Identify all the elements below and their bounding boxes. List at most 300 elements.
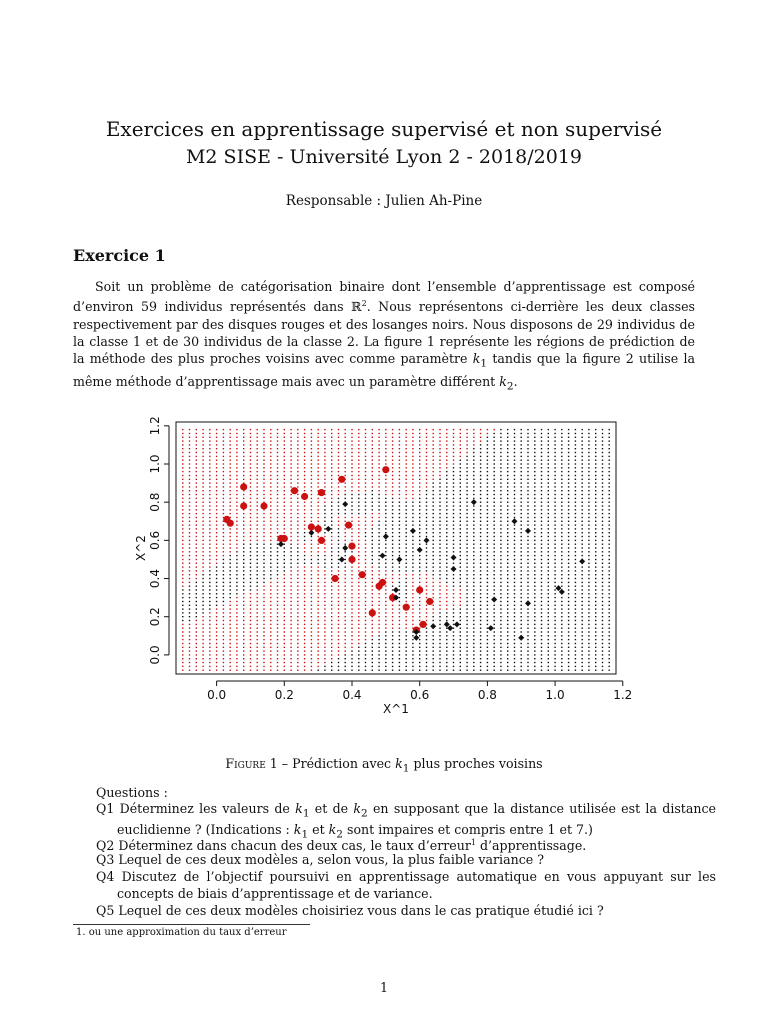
grid-point bbox=[223, 429, 224, 430]
grid-point bbox=[297, 536, 298, 537]
grid-point bbox=[609, 456, 610, 457]
grid-point bbox=[182, 628, 183, 629]
grid-point bbox=[466, 631, 467, 632]
grid-point bbox=[385, 563, 386, 564]
grid-point bbox=[602, 551, 603, 552]
grid-point bbox=[358, 654, 359, 655]
grid-point bbox=[460, 635, 461, 636]
grid-point bbox=[372, 532, 373, 533]
grid-point bbox=[439, 460, 440, 461]
grid-point bbox=[277, 463, 278, 464]
grid-point bbox=[311, 559, 312, 560]
q4-number: Q4 bbox=[96, 869, 115, 884]
grid-point bbox=[426, 631, 427, 632]
grid-point bbox=[609, 452, 610, 453]
y-tick-label: 1.2 bbox=[148, 416, 162, 436]
grid-point bbox=[284, 597, 285, 598]
responsable-line: Responsable : Julien Ah-Pine bbox=[285, 193, 483, 209]
grid-point bbox=[534, 536, 535, 537]
grid-point bbox=[216, 532, 217, 533]
grid-point bbox=[392, 509, 393, 510]
grid-point bbox=[406, 494, 407, 495]
grid-point bbox=[209, 593, 210, 594]
grid-point bbox=[270, 528, 271, 529]
grid-point bbox=[345, 563, 346, 564]
grid-point bbox=[385, 566, 386, 567]
grid-point bbox=[263, 639, 264, 640]
grid-point bbox=[521, 460, 522, 461]
grid-point bbox=[426, 498, 427, 499]
grid-point bbox=[372, 544, 373, 545]
grid-point bbox=[290, 616, 291, 617]
grid-point bbox=[290, 502, 291, 503]
grid-point bbox=[202, 471, 203, 472]
grid-point bbox=[541, 528, 542, 529]
grid-point bbox=[554, 589, 555, 590]
grid-point bbox=[500, 605, 501, 606]
class1-point bbox=[426, 598, 433, 605]
grid-point bbox=[595, 509, 596, 510]
grid-point bbox=[487, 498, 488, 499]
grid-point bbox=[331, 486, 332, 487]
grid-point bbox=[290, 578, 291, 579]
grid-point bbox=[487, 624, 488, 625]
grid-point bbox=[548, 559, 549, 560]
grid-point bbox=[351, 479, 352, 480]
grid-point bbox=[507, 601, 508, 602]
grid-point bbox=[473, 586, 474, 587]
grid-point bbox=[507, 574, 508, 575]
grid-point bbox=[412, 536, 413, 537]
grid-point bbox=[318, 509, 319, 510]
grid-point bbox=[534, 547, 535, 548]
k1-symbol: k bbox=[472, 351, 481, 366]
grid-point bbox=[548, 524, 549, 525]
grid-point bbox=[399, 563, 400, 564]
grid-point bbox=[453, 528, 454, 529]
grid-point bbox=[182, 448, 183, 449]
class1-point bbox=[291, 487, 298, 494]
grid-point bbox=[595, 475, 596, 476]
grid-point bbox=[378, 631, 379, 632]
grid-point bbox=[399, 532, 400, 533]
grid-point bbox=[433, 532, 434, 533]
grid-point bbox=[527, 456, 528, 457]
grid-point bbox=[487, 440, 488, 441]
grid-point bbox=[345, 570, 346, 571]
grid-point bbox=[514, 524, 515, 525]
grid-point bbox=[460, 521, 461, 522]
grid-point bbox=[494, 437, 495, 438]
grid-point bbox=[270, 505, 271, 506]
grid-point bbox=[189, 502, 190, 503]
grid-point bbox=[419, 536, 420, 537]
grid-point bbox=[406, 670, 407, 671]
grid-point bbox=[406, 482, 407, 483]
grid-point bbox=[439, 498, 440, 499]
grid-point bbox=[365, 494, 366, 495]
grid-point bbox=[473, 467, 474, 468]
grid-point bbox=[189, 643, 190, 644]
para-text-4: . bbox=[513, 373, 518, 389]
grid-point bbox=[223, 605, 224, 606]
grid-point bbox=[507, 589, 508, 590]
grid-point bbox=[514, 471, 515, 472]
grid-point bbox=[297, 448, 298, 449]
document-title: Exercices en apprentissage supervisé et non supervisé bbox=[105, 117, 663, 141]
grid-point bbox=[257, 658, 258, 659]
grid-point bbox=[324, 551, 325, 552]
grid-point bbox=[236, 528, 237, 529]
grid-point bbox=[385, 444, 386, 445]
grid-point bbox=[534, 517, 535, 518]
grid-point bbox=[182, 666, 183, 667]
grid-point bbox=[568, 555, 569, 556]
grid-point bbox=[541, 593, 542, 594]
grid-point bbox=[527, 540, 528, 541]
grid-point bbox=[487, 662, 488, 663]
grid-point bbox=[297, 670, 298, 671]
grid-point bbox=[534, 524, 535, 525]
grid-point bbox=[257, 524, 258, 525]
grid-point bbox=[453, 597, 454, 598]
grid-point bbox=[236, 639, 237, 640]
grid-point bbox=[439, 620, 440, 621]
grid-point bbox=[548, 460, 549, 461]
grid-point bbox=[331, 460, 332, 461]
grid-point bbox=[419, 635, 420, 636]
grid-point bbox=[297, 666, 298, 667]
grid-point bbox=[595, 620, 596, 621]
grid-point bbox=[202, 482, 203, 483]
grid-point bbox=[399, 608, 400, 609]
grid-point bbox=[568, 471, 569, 472]
grid-point bbox=[358, 578, 359, 579]
grid-point bbox=[588, 666, 589, 667]
grid-point bbox=[521, 593, 522, 594]
grid-point bbox=[419, 570, 420, 571]
grid-point bbox=[257, 490, 258, 491]
grid-point bbox=[446, 463, 447, 464]
grid-point bbox=[338, 440, 339, 441]
grid-point bbox=[514, 513, 515, 514]
grid-point bbox=[453, 479, 454, 480]
grid-point bbox=[473, 593, 474, 594]
grid-point bbox=[534, 601, 535, 602]
grid-point bbox=[182, 475, 183, 476]
grid-point bbox=[311, 433, 312, 434]
grid-point bbox=[290, 433, 291, 434]
grid-point bbox=[466, 628, 467, 629]
grid-point bbox=[257, 643, 258, 644]
grid-point bbox=[500, 460, 501, 461]
grid-point bbox=[602, 670, 603, 671]
grid-point bbox=[243, 555, 244, 556]
grid-point bbox=[202, 589, 203, 590]
grid-point bbox=[554, 631, 555, 632]
grid-point bbox=[500, 467, 501, 468]
grid-point bbox=[365, 440, 366, 441]
grid-point bbox=[270, 650, 271, 651]
grid-point bbox=[209, 654, 210, 655]
grid-point bbox=[575, 524, 576, 525]
grid-point bbox=[311, 578, 312, 579]
grid-point bbox=[311, 658, 312, 659]
grid-point bbox=[426, 513, 427, 514]
grid-point bbox=[378, 624, 379, 625]
grid-point bbox=[331, 574, 332, 575]
grid-point bbox=[419, 650, 420, 651]
grid-point bbox=[446, 544, 447, 545]
grid-point bbox=[189, 471, 190, 472]
grid-point bbox=[365, 605, 366, 606]
grid-point bbox=[358, 528, 359, 529]
grid-point bbox=[263, 566, 264, 567]
grid-point bbox=[602, 589, 603, 590]
grid-point bbox=[399, 517, 400, 518]
grid-point bbox=[466, 620, 467, 621]
grid-point bbox=[236, 521, 237, 522]
grid-point bbox=[372, 559, 373, 560]
y-tick-label: 0.2 bbox=[148, 607, 162, 627]
grid-point bbox=[460, 643, 461, 644]
grid-point bbox=[284, 498, 285, 499]
grid-point bbox=[514, 608, 515, 609]
grid-point bbox=[494, 570, 495, 571]
grid-point bbox=[514, 463, 515, 464]
grid-point bbox=[324, 555, 325, 556]
grid-point bbox=[399, 631, 400, 632]
grid-point bbox=[182, 429, 183, 430]
grid-point bbox=[460, 471, 461, 472]
grid-point bbox=[521, 597, 522, 598]
grid-point bbox=[480, 628, 481, 629]
grid-point bbox=[453, 662, 454, 663]
grid-point bbox=[189, 566, 190, 567]
grid-point bbox=[521, 551, 522, 552]
grid-point bbox=[209, 513, 210, 514]
grid-point bbox=[297, 578, 298, 579]
grid-point bbox=[297, 502, 298, 503]
class2-point bbox=[511, 518, 517, 524]
grid-point bbox=[338, 513, 339, 514]
grid-point bbox=[466, 639, 467, 640]
grid-point bbox=[439, 509, 440, 510]
grid-point bbox=[494, 440, 495, 441]
grid-point bbox=[548, 528, 549, 529]
grid-point bbox=[541, 505, 542, 506]
grid-point bbox=[554, 463, 555, 464]
grid-point bbox=[372, 555, 373, 556]
grid-point bbox=[216, 563, 217, 564]
grid-point bbox=[399, 486, 400, 487]
grid-point bbox=[453, 429, 454, 430]
grid-point bbox=[500, 563, 501, 564]
grid-point bbox=[182, 528, 183, 529]
para-text-2: . Nous représentons ci-derrière les deux classes respectivement par des disques rouges et des losanges noirs. Nous disposons de 29 individus de la classe 1 et de 30 individus de la classe 2. La figure 1 représente les régions de prédiction de la méthode des plus proches voisins avec comme paramètre bbox=[73, 299, 695, 366]
grid-point bbox=[297, 631, 298, 632]
grid-point bbox=[202, 578, 203, 579]
grid-point bbox=[534, 586, 535, 587]
grid-point bbox=[209, 490, 210, 491]
q1-text-a: Déterminez les valeurs de bbox=[114, 801, 296, 816]
grid-point bbox=[500, 608, 501, 609]
grid-point bbox=[494, 486, 495, 487]
grid-point bbox=[406, 616, 407, 617]
grid-point bbox=[575, 479, 576, 480]
grid-point bbox=[426, 440, 427, 441]
grid-point bbox=[263, 616, 264, 617]
grid-point bbox=[182, 482, 183, 483]
grid-point bbox=[602, 505, 603, 506]
grid-point bbox=[338, 635, 339, 636]
grid-point bbox=[412, 650, 413, 651]
grid-point bbox=[358, 593, 359, 594]
grid-point bbox=[385, 505, 386, 506]
grid-point bbox=[209, 433, 210, 434]
grid-point bbox=[351, 597, 352, 598]
grid-point bbox=[609, 612, 610, 613]
grid-point bbox=[426, 597, 427, 598]
grid-point bbox=[189, 628, 190, 629]
grid-point bbox=[351, 528, 352, 529]
x-tick-label: 0.0 bbox=[207, 688, 227, 702]
grid-point bbox=[527, 502, 528, 503]
grid-point bbox=[230, 482, 231, 483]
grid-point bbox=[507, 578, 508, 579]
grid-point bbox=[338, 452, 339, 453]
grid-point bbox=[378, 547, 379, 548]
grid-point bbox=[284, 532, 285, 533]
grid-point bbox=[548, 643, 549, 644]
grid-point bbox=[494, 563, 495, 564]
grid-point bbox=[338, 429, 339, 430]
grid-point bbox=[196, 452, 197, 453]
grid-point bbox=[243, 658, 244, 659]
document-subtitle: M2 SISE - Université Lyon 2 - 2018/2019 bbox=[185, 146, 583, 168]
class2-point bbox=[444, 621, 450, 627]
grid-point bbox=[582, 624, 583, 625]
grid-point bbox=[196, 540, 197, 541]
grid-point bbox=[358, 524, 359, 525]
grid-point bbox=[338, 490, 339, 491]
grid-point bbox=[473, 612, 474, 613]
grid-point bbox=[304, 540, 305, 541]
grid-point bbox=[392, 635, 393, 636]
grid-point bbox=[514, 589, 515, 590]
grid-point bbox=[602, 570, 603, 571]
grid-point bbox=[345, 437, 346, 438]
grid-point bbox=[554, 509, 555, 510]
grid-point bbox=[521, 566, 522, 567]
grid-point bbox=[324, 624, 325, 625]
grid-point bbox=[257, 566, 258, 567]
grid-point bbox=[196, 433, 197, 434]
grid-point bbox=[189, 486, 190, 487]
class2-point bbox=[417, 547, 423, 553]
grid-point bbox=[385, 589, 386, 590]
grid-point bbox=[216, 608, 217, 609]
grid-point bbox=[582, 513, 583, 514]
grid-point bbox=[582, 544, 583, 545]
grid-point bbox=[358, 570, 359, 571]
grid-point bbox=[406, 643, 407, 644]
grid-point bbox=[534, 555, 535, 556]
grid-point bbox=[466, 563, 467, 564]
grid-point bbox=[351, 670, 352, 671]
grid-point bbox=[561, 670, 562, 671]
grid-point bbox=[433, 536, 434, 537]
grid-point bbox=[297, 532, 298, 533]
grid-point bbox=[588, 616, 589, 617]
grid-point bbox=[500, 494, 501, 495]
grid-point bbox=[568, 624, 569, 625]
grid-point bbox=[351, 578, 352, 579]
grid-point bbox=[500, 670, 501, 671]
grid-point bbox=[548, 658, 549, 659]
grid-point bbox=[602, 555, 603, 556]
grid-point bbox=[541, 586, 542, 587]
grid-point bbox=[487, 578, 488, 579]
grid-point bbox=[196, 643, 197, 644]
grid-point bbox=[412, 670, 413, 671]
grid-point bbox=[595, 639, 596, 640]
grid-point bbox=[487, 540, 488, 541]
grid-point bbox=[284, 578, 285, 579]
grid-point bbox=[311, 639, 312, 640]
grid-point bbox=[257, 475, 258, 476]
grid-point bbox=[609, 437, 610, 438]
grid-point bbox=[277, 582, 278, 583]
grid-point bbox=[263, 517, 264, 518]
grid-point bbox=[426, 448, 427, 449]
grid-point bbox=[439, 635, 440, 636]
grid-point bbox=[561, 643, 562, 644]
grid-point bbox=[297, 563, 298, 564]
grid-point bbox=[223, 494, 224, 495]
grid-point bbox=[609, 486, 610, 487]
grid-point bbox=[399, 566, 400, 567]
grid-point bbox=[270, 563, 271, 564]
grid-point bbox=[257, 612, 258, 613]
grid-point bbox=[487, 475, 488, 476]
grid-point bbox=[514, 467, 515, 468]
grid-point bbox=[202, 601, 203, 602]
grid-point bbox=[297, 612, 298, 613]
class1-point bbox=[227, 520, 234, 527]
grid-point bbox=[487, 601, 488, 602]
grid-point bbox=[582, 490, 583, 491]
grid-point bbox=[480, 463, 481, 464]
grid-point bbox=[412, 620, 413, 621]
grid-point bbox=[568, 654, 569, 655]
grid-point bbox=[595, 490, 596, 491]
grid-point bbox=[487, 471, 488, 472]
grid-point bbox=[466, 437, 467, 438]
grid-point bbox=[277, 498, 278, 499]
grid-point bbox=[480, 654, 481, 655]
grid-point bbox=[270, 452, 271, 453]
grid-point bbox=[324, 547, 325, 548]
grid-point bbox=[392, 463, 393, 464]
grid-point bbox=[602, 532, 603, 533]
grid-point bbox=[297, 559, 298, 560]
grid-point bbox=[318, 566, 319, 567]
grid-point bbox=[290, 471, 291, 472]
grid-point bbox=[250, 670, 251, 671]
grid-point bbox=[385, 490, 386, 491]
grid-point bbox=[514, 605, 515, 606]
